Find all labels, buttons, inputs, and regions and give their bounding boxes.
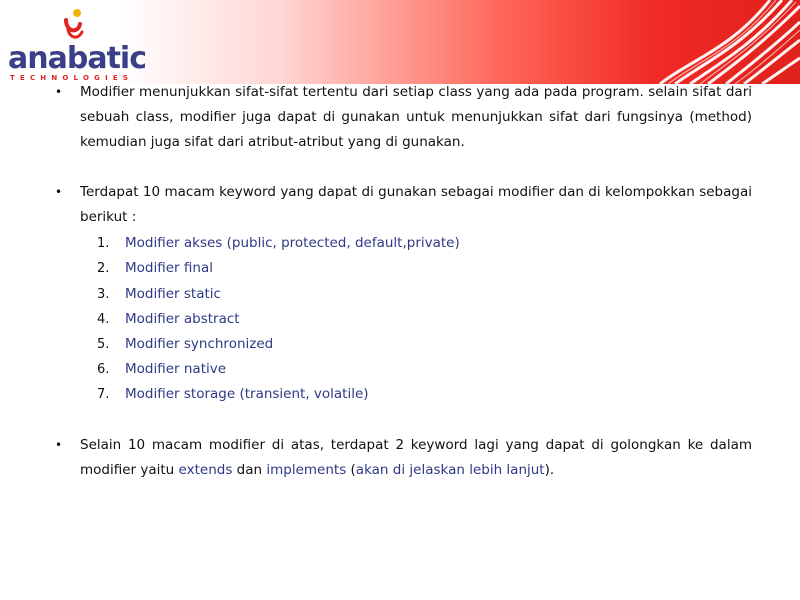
- bullet-text-part: ).: [544, 462, 555, 478]
- list-number: 6.: [97, 362, 110, 377]
- bullet-item: [0, 80, 800, 160]
- list-number: 7.: [97, 387, 110, 402]
- bullet-text: Terdapat 10 macam keyword yang dapat di gunakan sebagai modifier dan di kelompokkan sebagai berikut :: [80, 184, 752, 225]
- list-label: Modifier storage (transient, volatile): [125, 386, 369, 402]
- list-number: 1.: [97, 236, 110, 251]
- list-number: 3.: [97, 287, 110, 302]
- list-item: [0, 357, 800, 382]
- keyword-implements: implements: [266, 462, 347, 478]
- bullet-item: [0, 180, 800, 230]
- logo-wordmark: anabatic: [8, 41, 146, 76]
- bullet-text-part: dan: [232, 462, 267, 478]
- header-banner: [0, 0, 800, 84]
- list-item: [0, 256, 800, 281]
- bullet-text-part: Selain 10 macam modifier di atas, terdapat 2 keyword lagi yang dapat di golongkan ke dalam modifier yaitu: [80, 437, 752, 478]
- list-item: [0, 382, 800, 407]
- bullet-text: [80, 433, 752, 483]
- list-label: Modifier native: [125, 361, 227, 377]
- keyword-extends: extends: [178, 462, 233, 478]
- list-number: 4.: [97, 312, 110, 327]
- list-label: Modifier final: [125, 260, 213, 276]
- list-item: [0, 282, 800, 307]
- logo-tagline: TECHNOLOGIES: [10, 74, 134, 82]
- list-label: Modifier static: [125, 286, 221, 302]
- logo-swirl-icon: [62, 8, 84, 42]
- list-number: 5.: [97, 337, 110, 352]
- ribbon-decoration-icon: [540, 0, 800, 84]
- bullet-item: [0, 433, 800, 483]
- list-item: [0, 332, 800, 357]
- list-item: [0, 307, 800, 332]
- list-label: Modifier synchronized: [125, 336, 274, 352]
- bullet-text-part: (: [346, 462, 356, 478]
- list-label: Modifier abstract: [125, 311, 240, 327]
- bullet-text: Modifier menunjukkan sifat-sifat tertentu dari setiap class yang ada pada program. selain sifat dari sebuah class, modifier juga dapat di gunakan untuk menunjukkan sifat dari fungsinya (method) kemudian juga sifat dari atribut-atribut yang di gunakan.: [80, 84, 752, 150]
- bullet-icon: •: [55, 85, 63, 99]
- list-item: [0, 231, 800, 256]
- list-number: 2.: [97, 261, 110, 276]
- note-text: akan di jelaskan lebih lanjut: [355, 462, 545, 478]
- bullet-icon: •: [55, 185, 63, 199]
- list-label: Modifier akses (public, protected, default,private): [125, 235, 460, 251]
- anabatic-logo: [8, 8, 146, 82]
- bullet-icon: •: [55, 438, 63, 452]
